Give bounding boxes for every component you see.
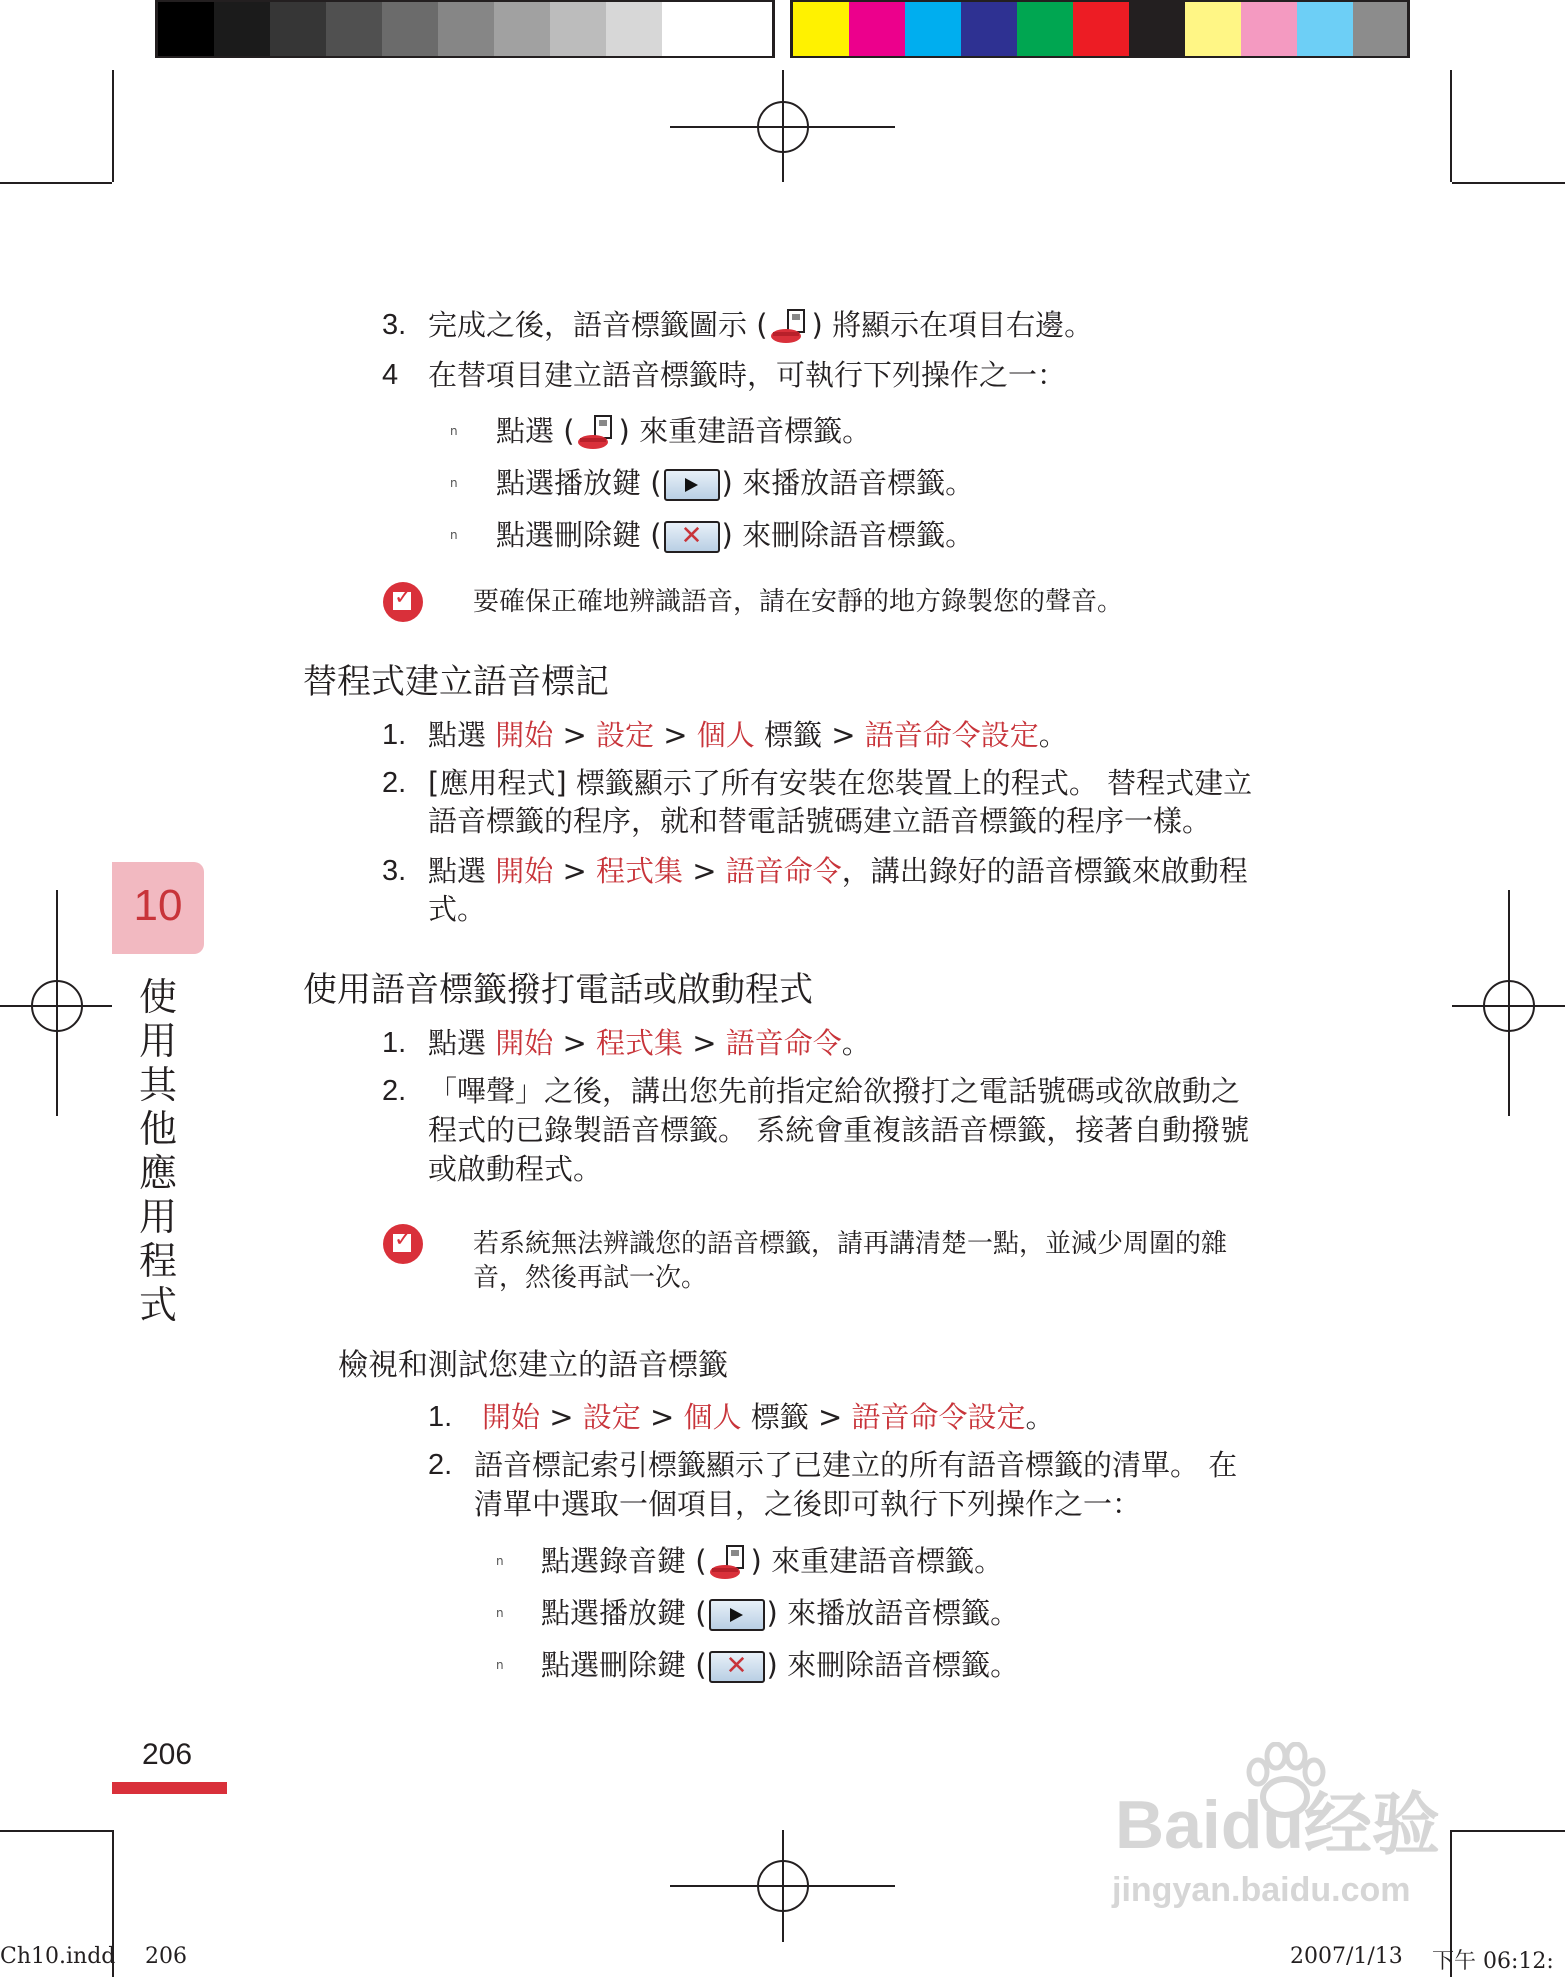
slug-file: Ch10.indd <box>0 1944 116 1969</box>
step-number: 2. <box>382 767 407 799</box>
step-number: 1. <box>382 1027 407 1059</box>
step-text: 清單中選取一個項目，之後即可執行下列操作之一： <box>474 1487 1142 1521</box>
page-number-bar <box>112 1782 227 1794</box>
section-heading: 使用語音標籤撥打電話或啟動程式 <box>303 970 813 1010</box>
step-number: 4 <box>382 359 399 391</box>
delete-icon: ✕ <box>709 1651 765 1683</box>
bullet-item: 點選刪除鍵 ( ✕ ) 來刪除語音標籤。 <box>541 1648 1020 1682</box>
bullet-glyph: n <box>496 1554 504 1568</box>
step-text: 在替項目建立語音標籤時，可執行下列操作之一： <box>428 358 1067 392</box>
section-heading: 檢視和測試您建立的語音標籤 <box>338 1348 728 1383</box>
step-number: 2. <box>382 1075 407 1107</box>
step-text: 點選 開始 > 設定 > 個人 標籤 > 語音命令設定。 <box>428 718 1068 752</box>
slug-page: 206 <box>145 1944 187 1969</box>
note-check-icon: ✓ <box>383 582 423 622</box>
play-icon <box>709 1599 765 1631</box>
record-icon <box>707 1544 751 1582</box>
bullet-item: 點選播放鍵 ( ) 來播放語音標籤。 <box>541 1596 1020 1630</box>
chapter-title-vertical: 使用其他應用程式 <box>138 975 177 1327</box>
step-text: 式。 <box>428 892 487 926</box>
step-text: 程式的已錄製語音標籤。 系統會重複該語音標籤，接著自動撥號 <box>428 1113 1250 1147</box>
voice-tag-icon <box>768 308 812 346</box>
step-number: 1. <box>428 1401 453 1433</box>
bullet-item: 點選刪除鍵 ( ✕ ) 來刪除語音標籤。 <box>496 518 975 552</box>
step-number: 1. <box>382 719 407 751</box>
bullet-glyph: n <box>450 528 458 542</box>
step-text: 點選 開始 > 程式集 > 語音命令，講出錄好的語音標籤來啟動程 <box>428 854 1248 888</box>
bullet-item: 點選播放鍵 ( ) 來播放語音標籤。 <box>496 466 975 500</box>
step-text: [應用程式] 標籤顯示了所有安裝在您裝置上的程式。 替程式建立 <box>428 766 1253 800</box>
bullet-glyph: n <box>450 476 458 490</box>
play-icon <box>664 469 720 501</box>
watermark-url: jingyan.baidu.com <box>1112 1871 1411 1909</box>
step-number: 2. <box>428 1449 453 1481</box>
bullet-glyph: n <box>496 1658 504 1672</box>
note-check-icon: ✓ <box>383 1224 423 1264</box>
bullet-glyph: n <box>450 424 458 438</box>
page-number: 206 <box>142 1738 193 1771</box>
slug-time: 下午 06:12: <box>1432 1949 1554 1974</box>
step-number: 3. <box>382 855 407 887</box>
section-heading: 替程式建立語音標記 <box>303 662 609 702</box>
bullet-glyph: n <box>496 1606 504 1620</box>
step-number: 3. <box>382 309 407 341</box>
delete-icon: ✕ <box>664 521 720 553</box>
step-text: 點選 開始 > 程式集 > 語音命令。 <box>428 1026 871 1060</box>
step-text: 開始 > 設定 > 個人 標籤 > 語音命令設定。 <box>482 1400 1055 1434</box>
step-text: 語音標籤的程序，就和替電話號碼建立語音標籤的程序一樣。 <box>428 804 1212 838</box>
bullet-item: 點選 ( ) 來重建語音標籤。 <box>496 412 871 452</box>
record-icon <box>575 414 619 452</box>
step-text: 或啟動程式。 <box>428 1152 603 1186</box>
step-text: 「嗶聲」之後，講出您先前指定給欲撥打之電話號碼或欲啟動之 <box>428 1074 1241 1108</box>
chapter-number: 10 <box>133 881 183 930</box>
note-text: 音，然後再試一次。 <box>473 1263 708 1293</box>
step-text: 語音標記索引標籤顯示了已建立的所有語音標籤的清單。 在 <box>474 1448 1238 1482</box>
slug-date: 2007/1/13 <box>1290 1944 1403 1969</box>
note-text: 要確保正確地辨識語音，請在安靜的地方錄製您的聲音。 <box>473 587 1124 617</box>
watermark-brand: Baidu经验 <box>1115 1787 1440 1863</box>
step-text: 完成之後，語音標籤圖示 ( ) 將顯示在項目右邊。 <box>428 306 1093 346</box>
bullet-item: 點選錄音鍵 ( ) 來重建語音標籤。 <box>541 1542 1003 1582</box>
note-text: 若系統無法辨識您的語音標籤，請再講清楚一點，並減少周圍的雜 <box>473 1229 1228 1259</box>
